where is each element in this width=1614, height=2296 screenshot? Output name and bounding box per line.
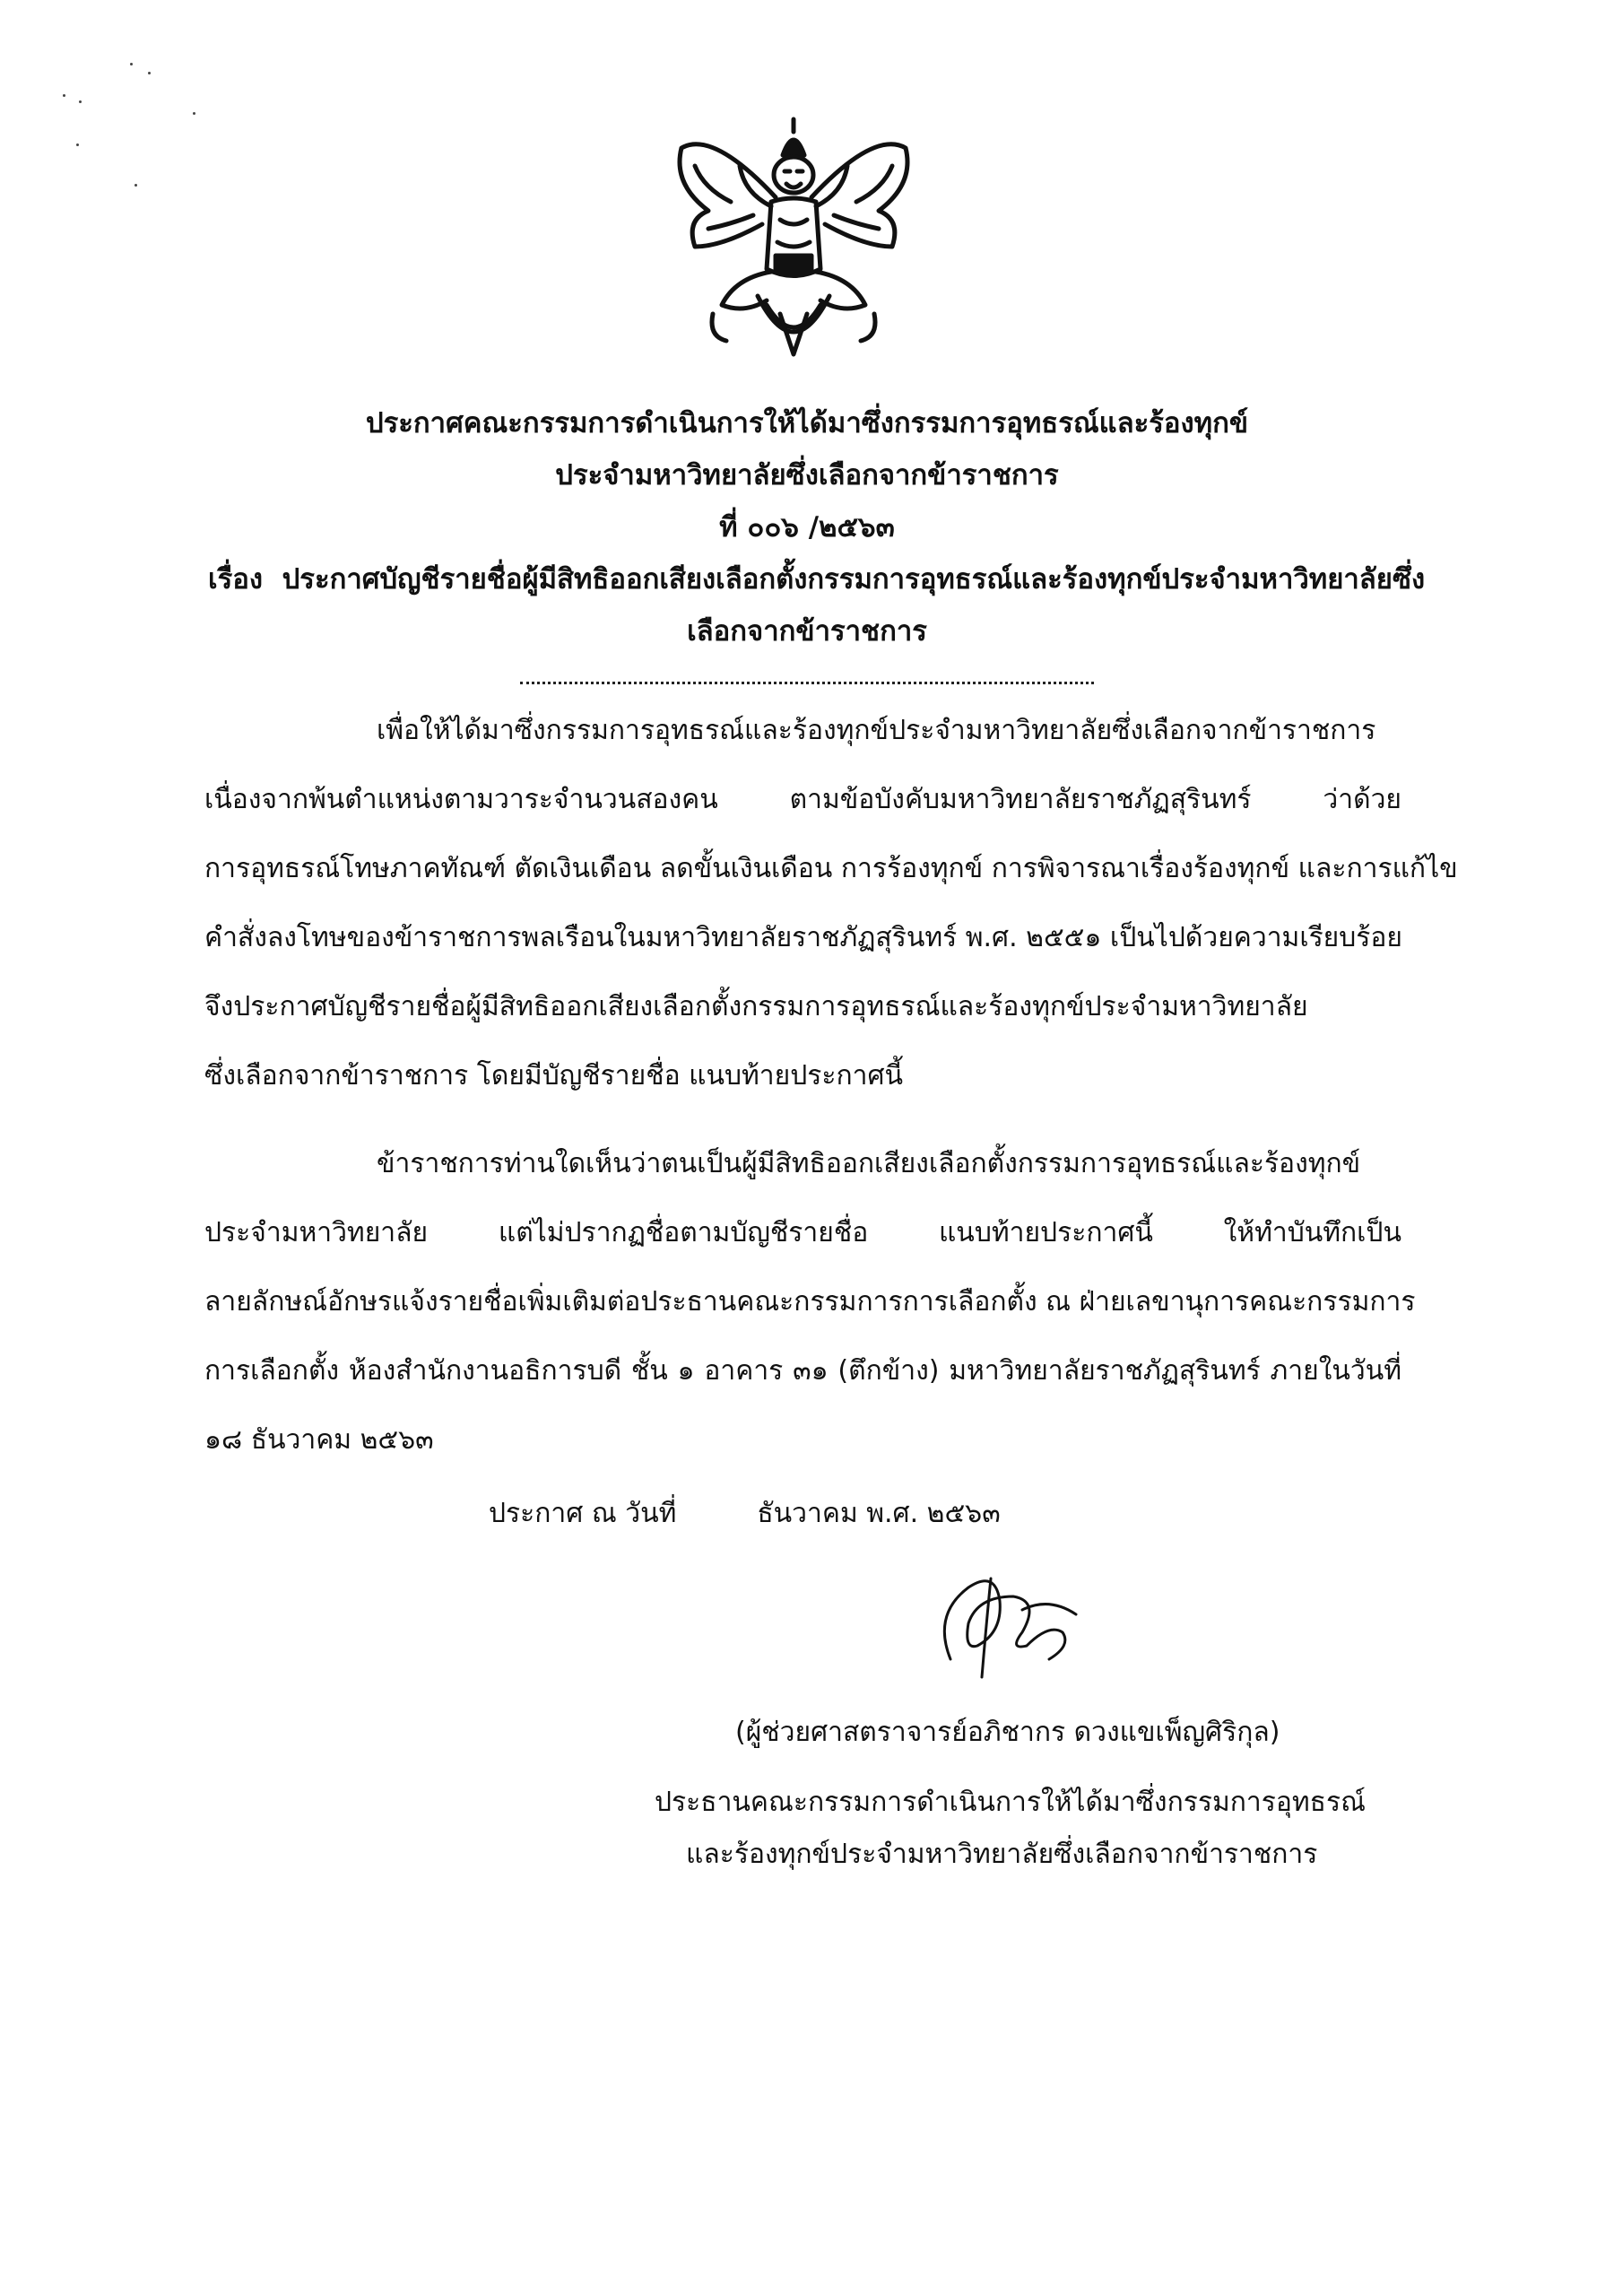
scan-speck	[79, 100, 82, 103]
paragraph2-line: ลายลักษณ์อักษรแจ้งรายชื่อเพิ่มเติมต่อประธานคณะกรรมการการเลือกตั้ง ณ ฝ่ายเลขานุการคณะกรรมการ	[204, 1286, 1416, 1318]
paragraph1-line: เพื่อให้ได้มาซึ่งกรรมการอุทธรณ์และร้องทุกข์ประจำมหาวิทยาลัยซึ่งเลือกจากข้าราชการ	[377, 715, 1376, 746]
scan-speck	[134, 184, 137, 187]
subject-line1	[208, 561, 1425, 597]
announcement-title-line2: ประจำมหาวิทยาลัยซึ่งเลือกจากข้าราชการ	[555, 459, 1059, 491]
garuda-emblem-icon	[659, 112, 928, 368]
paragraph1-line: จึงประกาศบัญชีรายชื่อผู้มีสิทธิออกเสียงเลือกตั้งกรรมการอุทธรณ์และร้องทุกข์ประจำมหาวิทยาลัย	[204, 991, 1308, 1022]
subject-line2: เลือกจากข้าราชการ	[687, 615, 927, 648]
signatory-position-line2: และร้องทุกข์ประจำมหาวิทยาลัยซึ่งเลือกจากข้าราชการ	[686, 1839, 1318, 1870]
signatory-position-line1: ประธานคณะกรรมการดำเนินการให้ได้มาซึ่งกรรมการอุทธรณ์	[655, 1787, 1366, 1818]
paragraph1-line: เนื่องจากพ้นตำแหน่งตามวาระจำนวนสองคน ตามข้อบังคับมหาวิทยาลัยราชภัฏสุรินทร์ ว่าด้วย	[204, 784, 1401, 815]
scan-speck	[193, 112, 195, 115]
scan-speck	[130, 63, 133, 65]
scan-speck	[76, 144, 79, 146]
paragraph2-line: ข้าราชการท่านใดเห็นว่าตนเป็นผู้มีสิทธิออกเสียงเลือกตั้งกรรมการอุทธรณ์และร้องทุกข์	[377, 1148, 1361, 1179]
announce-date-value: ธันวาคม พ.ศ. ๒๕๖๓	[757, 1498, 1001, 1529]
subject-text-line1: ประกาศบัญชีรายชื่อผู้มีสิทธิออกเสียงเลือกตั้งกรรมการอุทธรณ์และร้องทุกข์ประจำมหาวิทยาลัยซึ่ง	[282, 563, 1426, 596]
paragraph2-line: ๑๘ ธันวาคม ๒๕๖๓	[204, 1424, 434, 1456]
announce-date	[489, 1496, 1001, 1532]
paragraph2-line: การเลือกตั้ง ห้องสำนักงานอธิการบดี ชั้น ๑ อาคาร ๓๑ (ตึกข้าง) มหาวิทยาลัยราชภัฏสุรินทร์ ภายในวันที่	[204, 1355, 1401, 1387]
paragraph1-line: คำสั่งลงโทษของข้าราชการพลเรือนในมหาวิทยาลัยราชภัฏสุรินทร์ พ.ศ. ๒๕๕๑ เป็นไปด้วยความเรียบร้อย	[204, 922, 1403, 953]
announce-prefix: ประกาศ ณ วันที่	[489, 1498, 677, 1529]
paragraph1-line: ซึ่งเลือกจากข้าราชการ โดยมีบัญชีรายชื่อ แนบท้ายประกาศนี้	[204, 1060, 904, 1091]
announcement-number: ที่ ๐๐๖ /๒๕๖๓	[719, 511, 895, 544]
scan-speck	[63, 94, 65, 97]
paragraph2-line: ประจำมหาวิทยาลัย แต่ไม่ปรากฏชื่อตามบัญชีรายชื่อ แนบท้ายประกาศนี้ ให้ทำบันทึกเป็น	[204, 1217, 1401, 1248]
handwritten-signature	[915, 1561, 1112, 1695]
paragraph1-line: การอุทธรณ์โทษภาคทัณฑ์ ตัดเงินเดือน ลดขั้นเงินเดือน การร้องทุกข์ การพิจารณาเรื่องร้องทุกข์ และการแก้ไข	[204, 853, 1458, 884]
announcement-title-line1: ประกาศคณะกรรมการดำเนินการให้ได้มาซึ่งกรรมการอุทธรณ์และร้องทุกข์	[365, 407, 1249, 439]
signatory-name: (ผู้ช่วยศาสตราจารย์อภิชากร ดวงแขเพ็ญศิริกุล)	[735, 1717, 1280, 1748]
subject-label: เรื่อง	[208, 563, 264, 596]
scan-speck	[148, 72, 151, 74]
dotted-divider	[520, 682, 1094, 684]
